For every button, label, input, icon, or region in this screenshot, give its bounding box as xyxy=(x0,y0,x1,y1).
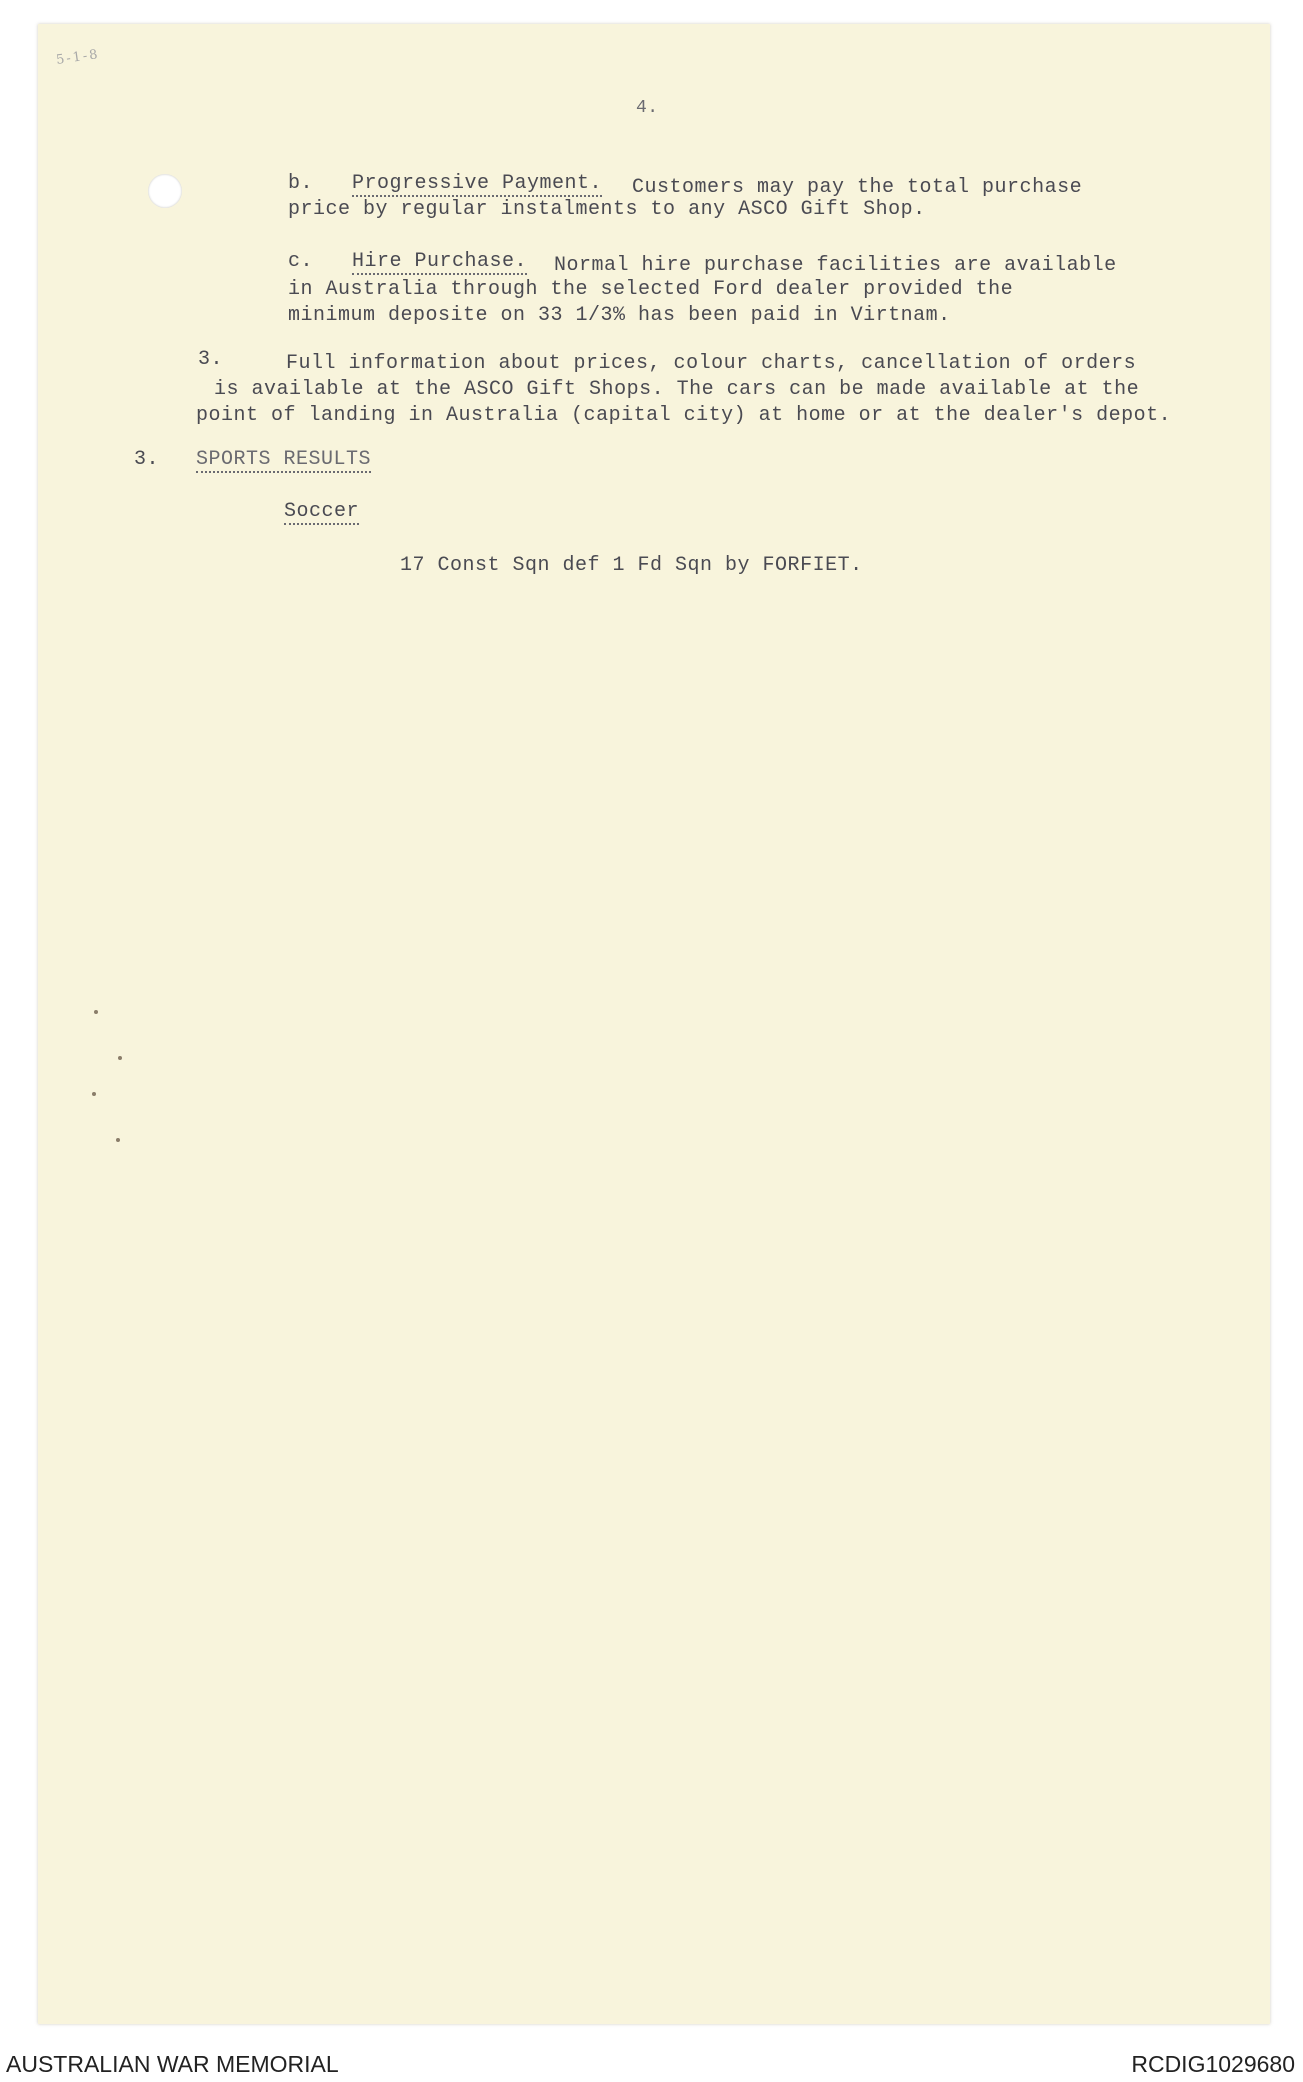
margin-speck xyxy=(94,1010,98,1014)
margin-speck xyxy=(116,1138,120,1142)
item-c-line3: minimum deposite on 33 1/3% has been paid in Virtnam. xyxy=(288,304,951,327)
page-number: 4. xyxy=(636,98,659,118)
punch-hole xyxy=(148,174,182,208)
soccer-result: 17 Const Sqn def 1 Fd Sqn by FORFIET. xyxy=(400,554,863,577)
section3-number: 3. xyxy=(134,448,160,471)
item-c-line1: Normal hire purchase facilities are available xyxy=(554,254,1117,277)
para3-number: 3. xyxy=(198,348,224,371)
soccer-subheading: Soccer xyxy=(284,500,360,523)
para3-line3: point of landing in Australia (capital city) at home or at the dealer's depot. xyxy=(196,404,1172,427)
item-b-line1: Customers may pay the total purchase xyxy=(632,176,1083,199)
section3-heading: SPORTS RESULTS xyxy=(196,448,372,471)
item-c-letter: c. xyxy=(288,250,314,273)
margin-speck xyxy=(118,1056,122,1060)
item-c-heading: Hire Purchase. xyxy=(352,250,528,273)
para3-line2: is available at the ASCO Gift Shops. The cars can be made available at the xyxy=(214,378,1140,401)
para3-line1: Full information about prices, colour charts, cancellation of orders xyxy=(286,352,1137,375)
item-b-heading: Progressive Payment. xyxy=(352,172,603,195)
margin-speck xyxy=(92,1092,96,1096)
item-b-line2: price by regular instalments to any ASCO Gift Shop. xyxy=(288,198,926,221)
item-c-line2: in Australia through the selected Ford dealer provided the xyxy=(288,278,1014,301)
item-b-letter: b. xyxy=(288,172,314,195)
footer-archive-name: AUSTRALIAN WAR MEMORIAL xyxy=(6,2051,339,2077)
footer-record-id: RCDIG1029680 xyxy=(1131,2051,1295,2077)
pencil-annotation: 5-1-8 xyxy=(55,47,101,68)
